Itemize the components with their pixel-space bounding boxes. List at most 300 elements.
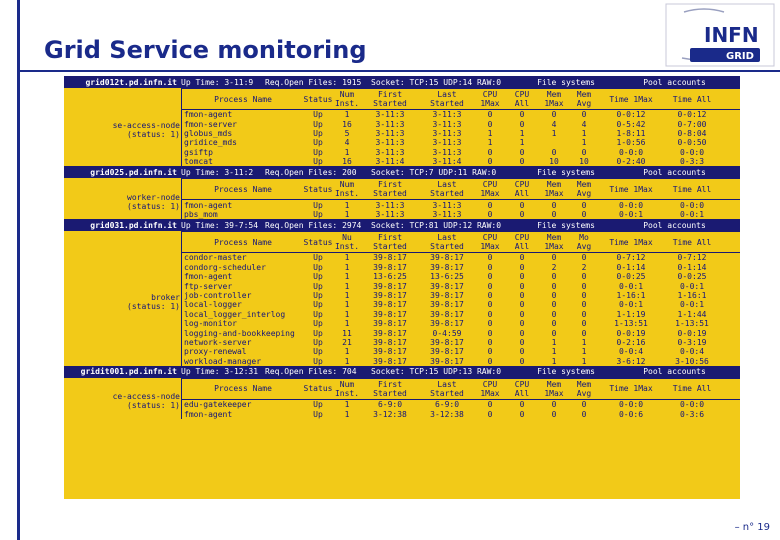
infn-grid-logo xyxy=(664,2,776,68)
table-cell: 3-11:3 xyxy=(375,138,405,148)
table-cell: 5 xyxy=(344,128,350,138)
table-cell: 0 xyxy=(487,356,493,366)
table-cell: 3-6:12 xyxy=(616,356,646,366)
table-header xyxy=(182,178,740,200)
host-stat: Socket: TCP:15 UDP:14 RAW:0 xyxy=(371,77,502,87)
host-link[interactable]: File systems xyxy=(537,77,595,87)
table-cell: 6-9:0 xyxy=(377,400,403,410)
table-cell: 39-8:17 xyxy=(373,347,407,357)
table-cell: 39-8:17 xyxy=(430,300,464,310)
table-row xyxy=(182,253,740,262)
host-link[interactable]: File systems xyxy=(537,220,595,230)
table-cell: 0 xyxy=(519,157,525,167)
title-underline xyxy=(17,70,780,72)
column-header[interactable]: First Started xyxy=(373,233,407,252)
table-cell: 13-6:25 xyxy=(373,272,407,282)
table-cell: Up xyxy=(313,290,323,300)
table-cell: 1-8:11 xyxy=(616,128,646,138)
svg-text:GRID: GRID xyxy=(726,51,754,62)
column-header[interactable]: First Started xyxy=(373,379,407,398)
process-name[interactable]: proxy-renewal xyxy=(184,347,247,357)
column-header[interactable]: Last Started xyxy=(430,90,464,108)
table-cell: 0-0:12 xyxy=(677,110,707,120)
table-cell: 1 xyxy=(344,110,350,120)
table-row xyxy=(182,347,740,356)
table-cell: 0 xyxy=(487,200,493,210)
table-cell: Up xyxy=(313,262,323,272)
table-cell: 0 xyxy=(551,319,557,329)
table-cell: 0 xyxy=(551,328,557,338)
table-cell: 0 xyxy=(487,300,493,310)
table-cell: 1 xyxy=(344,209,350,219)
column-header[interactable]: CPU 1Max xyxy=(480,90,500,108)
process-name[interactable]: edu-gatekeeper xyxy=(184,400,252,410)
table-cell: 0 xyxy=(487,400,493,410)
table-cell: 39-8:17 xyxy=(373,319,407,329)
process-name[interactable]: ftp-server xyxy=(184,281,233,291)
table-cell: 0-0:50 xyxy=(677,138,707,148)
table-cell: 0-0:12 xyxy=(616,110,646,120)
table-cell: 0 xyxy=(551,281,557,291)
table-cell: Up xyxy=(313,409,323,419)
svg-text:INFN: INFN xyxy=(704,23,759,47)
table-cell: 3-11:3 xyxy=(432,200,462,210)
table-cell: 0 xyxy=(551,253,557,263)
table-cell: 1 xyxy=(344,147,350,157)
table-cell: 3-11:4 xyxy=(432,157,462,167)
node-type-label xyxy=(64,88,181,166)
column-header[interactable]: First Started xyxy=(373,90,407,108)
process-name[interactable]: gsiftp xyxy=(184,147,213,157)
table-cell: 39-8:17 xyxy=(373,356,407,366)
table-cell: 0 xyxy=(551,300,557,310)
process-name[interactable]: fmon-agent xyxy=(184,110,233,120)
table-cell: 0 xyxy=(519,209,525,219)
table-cell: 0 xyxy=(487,262,493,272)
column-header[interactable]: Num Inst. xyxy=(334,90,360,108)
table-row xyxy=(182,138,740,147)
host-stat: Req.Open Files: 200 xyxy=(265,167,357,177)
process-name[interactable]: condor-master xyxy=(184,253,247,263)
table-cell: Up xyxy=(313,200,323,210)
table-row xyxy=(182,110,740,119)
table-cell: 1-0:56 xyxy=(616,138,646,148)
column-header[interactable]: Time All xyxy=(672,184,712,194)
column-header[interactable]: Last Started xyxy=(430,379,464,398)
table-cell: Up xyxy=(313,319,323,329)
host-name: gridit001.pd.infn.it xyxy=(80,367,177,377)
column-header[interactable]: Status xyxy=(303,184,333,194)
table-cell: 0 xyxy=(487,157,493,167)
table-cell: 0 xyxy=(519,300,525,310)
host-stat: Up Time: 3-11:9 xyxy=(181,77,254,87)
table-cell: 0 xyxy=(519,253,525,263)
process-name[interactable]: fmon-agent xyxy=(184,200,233,210)
table-cell: 16 xyxy=(342,157,352,167)
table-cell: 0-0:19 xyxy=(616,328,646,338)
table-cell: 39-8:17 xyxy=(373,337,407,347)
table-cell: 39-8:17 xyxy=(373,328,407,338)
process-name[interactable]: fmon-server xyxy=(184,119,237,129)
table-header xyxy=(182,231,740,253)
table-cell: 0 xyxy=(487,347,493,357)
table-cell: 0 xyxy=(519,309,525,319)
table-cell: 1-1:44 xyxy=(677,309,707,319)
table-row xyxy=(182,157,740,166)
table-cell: 1 xyxy=(581,138,587,148)
process-name[interactable]: condorg-scheduler xyxy=(184,262,266,272)
table-cell: 1 xyxy=(581,128,587,138)
table-cell: 0 xyxy=(519,147,525,157)
table-cell: Up xyxy=(313,300,323,310)
column-header[interactable]: CPU All xyxy=(514,379,530,398)
table-cell: Up xyxy=(313,400,323,410)
table-cell: 0 xyxy=(551,409,557,419)
table-cell: 0 xyxy=(487,209,493,219)
host-stat: Socket: TCP:81 UDP:12 RAW:0 xyxy=(371,220,502,230)
table-cell: 3-10:56 xyxy=(675,356,709,366)
table-cell: 0 xyxy=(551,309,557,319)
column-header[interactable]: CPU 1Max xyxy=(480,233,500,252)
table-cell: 3-12:38 xyxy=(430,409,464,419)
table-row xyxy=(182,409,740,418)
table-cell: 39-8:17 xyxy=(373,281,407,291)
column-header[interactable]: Mem 1Max xyxy=(544,180,564,199)
table-row xyxy=(182,291,740,300)
table-cell: 0 xyxy=(519,400,525,410)
table-cell: 1 xyxy=(344,253,350,263)
table-cell: 0-8:04 xyxy=(677,128,707,138)
table-row xyxy=(182,119,740,128)
table-cell: 1 xyxy=(344,290,350,300)
table-cell: Up xyxy=(313,119,323,129)
table-row xyxy=(182,356,740,365)
table-cell: 0-0:0 xyxy=(618,200,644,210)
column-header[interactable]: Process Name xyxy=(214,237,272,247)
table-cell: 0-1:14 xyxy=(616,262,646,272)
table-row xyxy=(182,210,740,219)
table-cell: Up xyxy=(313,147,323,157)
table-cell: 1 xyxy=(581,356,587,366)
table-row xyxy=(182,129,740,138)
table-cell: 0-2:16 xyxy=(616,337,646,347)
column-header[interactable]: Time All xyxy=(672,94,712,104)
column-header[interactable]: Mem 1Max xyxy=(544,90,564,108)
table-cell: 2 xyxy=(551,262,557,272)
table-cell: 0 xyxy=(581,409,587,419)
column-header[interactable]: Last Started xyxy=(430,233,464,252)
table-cell: 0 xyxy=(581,319,587,329)
table-cell: 1 xyxy=(487,128,493,138)
process-name[interactable]: fmon-agent xyxy=(184,272,233,282)
table-cell: 10 xyxy=(549,157,559,167)
host-header xyxy=(64,76,740,88)
table-cell: 4 xyxy=(344,138,350,148)
table-row xyxy=(182,328,740,337)
node-type-label xyxy=(64,231,181,366)
column-header[interactable]: First Started xyxy=(373,180,407,199)
table-cell: 10 xyxy=(579,157,589,167)
table-cell: Up xyxy=(313,281,323,291)
process-name[interactable]: fmon-agent xyxy=(184,409,233,419)
table-cell: 1 xyxy=(344,262,350,272)
process-name[interactable]: job-controller xyxy=(184,290,252,300)
table-cell: 1 xyxy=(551,356,557,366)
table-cell: 39-8:17 xyxy=(430,253,464,263)
table-cell: 0 xyxy=(581,300,587,310)
table-row xyxy=(182,263,740,272)
table-cell: 0 xyxy=(519,409,525,419)
host-stat: Up Time: 3-11:2 xyxy=(181,167,254,177)
table-cell: 0-3:3 xyxy=(679,157,705,167)
column-header[interactable]: Status xyxy=(303,94,333,104)
table-cell: 1 xyxy=(344,309,350,319)
column-header[interactable]: Mem Avg xyxy=(576,90,592,108)
table-cell: 0-0:19 xyxy=(677,328,707,338)
host-link[interactable]: Pool accounts xyxy=(643,167,706,177)
column-header[interactable]: Mem Avg xyxy=(576,180,592,199)
table-cell: 0 xyxy=(487,337,493,347)
table-cell: 0 xyxy=(519,347,525,357)
table-cell: 1-1:19 xyxy=(616,309,646,319)
table-cell: Up xyxy=(313,347,323,357)
table-cell: 0-1:14 xyxy=(677,262,707,272)
table-cell: Up xyxy=(313,356,323,366)
host-block xyxy=(64,88,740,166)
host-link[interactable]: File systems xyxy=(537,367,595,377)
table-row xyxy=(182,200,740,209)
table-cell: 0 xyxy=(487,409,493,419)
table-cell: 1-16:1 xyxy=(616,290,646,300)
table-cell: 0 xyxy=(519,272,525,282)
node-type-label xyxy=(64,178,181,219)
table-cell: 1 xyxy=(344,347,350,357)
table-cell: Up xyxy=(313,157,323,167)
table-cell: 39-8:17 xyxy=(373,309,407,319)
host-stat: Socket: TCP:15 UDP:13 RAW:0 xyxy=(371,367,502,377)
table-cell: 13-6:25 xyxy=(430,272,464,282)
table-cell: 3-12:38 xyxy=(373,409,407,419)
table-cell: 0-0:0 xyxy=(679,147,705,157)
host-name: grid025.pd.infn.it xyxy=(90,167,177,177)
table-cell: 3-11:3 xyxy=(375,110,405,120)
node-type-text: worker-node (status: 1) xyxy=(127,192,180,211)
process-name[interactable]: pbs_mom xyxy=(184,209,218,219)
host-stat: Req.Open Files: 2974 xyxy=(265,220,362,230)
table-cell: 0 xyxy=(487,147,493,157)
table-header xyxy=(182,88,740,110)
column-header[interactable]: Time 1Max xyxy=(609,384,653,394)
host-stat: Up Time: 3-12:31 xyxy=(181,367,259,377)
table-cell: Up xyxy=(313,253,323,263)
host-link[interactable]: Pool accounts xyxy=(643,367,706,377)
table-cell: 0 xyxy=(551,200,557,210)
table-cell: 3-11:4 xyxy=(375,157,405,167)
table-cell: 3-11:3 xyxy=(432,110,462,120)
host-link[interactable]: Pool accounts xyxy=(643,77,706,87)
table-cell: 39-8:17 xyxy=(430,290,464,300)
table-cell: 1 xyxy=(344,272,350,282)
table-cell: 4 xyxy=(551,119,557,129)
table-cell: 1 xyxy=(344,300,350,310)
left-accent-line xyxy=(17,0,20,540)
table-cell: 3-11:3 xyxy=(432,147,462,157)
table-cell: 0 xyxy=(551,290,557,300)
column-header[interactable]: Time 1Max xyxy=(609,237,653,247)
table-cell: Up xyxy=(313,138,323,148)
process-name[interactable]: local-logger xyxy=(184,300,242,310)
column-header[interactable]: Mo Avg xyxy=(576,233,592,252)
column-header[interactable]: CPU All xyxy=(514,90,530,108)
host-header xyxy=(64,366,740,378)
table-cell: 1 xyxy=(344,200,350,210)
table-cell: 0-0:1 xyxy=(679,281,705,291)
table-cell: 3-11:3 xyxy=(432,209,462,219)
table-cell: 1 xyxy=(551,337,557,347)
table-cell: 0 xyxy=(519,319,525,329)
table-cell: 3-11:3 xyxy=(432,119,462,129)
table-row xyxy=(182,148,740,157)
table-cell: 0-0:1 xyxy=(679,300,705,310)
table-cell: 1-13:51 xyxy=(614,319,648,329)
host-block xyxy=(64,231,740,366)
column-header[interactable]: Time All xyxy=(672,384,712,394)
table-cell: 1-13:51 xyxy=(675,319,709,329)
process-name[interactable]: gridice_mds xyxy=(184,138,237,148)
host-header xyxy=(64,219,740,231)
column-header[interactable]: CPU All xyxy=(514,233,530,252)
table-cell: 0-0:0 xyxy=(679,400,705,410)
table-cell: 3-11:3 xyxy=(375,128,405,138)
table-cell: 1 xyxy=(581,337,587,347)
table-cell: 0-0:1 xyxy=(618,300,644,310)
node-type-text: se-access-node (status: 1) xyxy=(112,121,180,140)
table-cell: 3-11:3 xyxy=(375,119,405,129)
column-header[interactable]: Time 1Max xyxy=(609,184,653,194)
table-cell: 0 xyxy=(581,328,587,338)
table-cell: 21 xyxy=(342,337,352,347)
host-link[interactable]: File systems xyxy=(537,167,595,177)
host-header xyxy=(64,166,740,178)
table-cell: 0-7:12 xyxy=(677,253,707,263)
table-cell: 39-8:17 xyxy=(373,290,407,300)
table-cell: 0 xyxy=(581,209,587,219)
column-header[interactable]: CPU 1Max xyxy=(480,379,500,398)
table-cell: 0-3:19 xyxy=(677,337,707,347)
table-cell: 1 xyxy=(487,138,493,148)
table-cell: 39-8:17 xyxy=(430,309,464,319)
table-cell: 0 xyxy=(519,328,525,338)
column-header[interactable]: CPU All xyxy=(514,180,530,199)
table-cell: 1 xyxy=(551,128,557,138)
process-name[interactable]: network-server xyxy=(184,337,252,347)
table-cell: 0 xyxy=(581,147,587,157)
table-cell: 0 xyxy=(581,110,587,120)
table-cell: 16 xyxy=(342,119,352,129)
process-name[interactable]: local_logger_interlog xyxy=(184,309,286,319)
table-cell: 0 xyxy=(487,328,493,338)
node-type-text: broker (status: 1) xyxy=(127,292,180,311)
column-header[interactable]: Time 1Max xyxy=(609,94,653,104)
column-header[interactable]: Status xyxy=(303,237,333,247)
column-header[interactable]: Num Inst. xyxy=(334,180,360,199)
table-cell: 39-8:17 xyxy=(430,262,464,272)
column-header[interactable]: CPU 1Max xyxy=(480,180,500,199)
table-cell: 0 xyxy=(519,337,525,347)
process-name[interactable]: globus_mds xyxy=(184,128,233,138)
table-row xyxy=(182,400,740,409)
host-block xyxy=(64,178,740,219)
column-header[interactable]: Mem 1Max xyxy=(544,379,564,398)
host-stat: Req.Open Files: 704 xyxy=(265,367,357,377)
table-row xyxy=(182,272,740,281)
table-cell: 0 xyxy=(581,400,587,410)
table-cell: 0-0:25 xyxy=(677,272,707,282)
host-name: grid012t.pd.infn.it xyxy=(85,77,177,87)
slide-number: – n° 19 xyxy=(734,522,770,533)
table-cell: 0 xyxy=(519,262,525,272)
table-cell: 11 xyxy=(342,328,352,338)
table-cell: 0 xyxy=(487,119,493,129)
table-cell: 0 xyxy=(551,110,557,120)
table-cell: Up xyxy=(313,272,323,282)
column-header[interactable]: Mem Avg xyxy=(576,379,592,398)
table-cell: 39-8:17 xyxy=(373,262,407,272)
process-name[interactable]: log-monitor xyxy=(184,319,237,329)
column-header[interactable]: Time All xyxy=(672,237,712,247)
table-cell: 1 xyxy=(519,128,525,138)
table-cell: 0 xyxy=(551,272,557,282)
table-cell: 0 xyxy=(519,119,525,129)
table-cell: 1 xyxy=(344,409,350,419)
table-cell: 0-0:6 xyxy=(618,409,644,419)
table-cell: 2 xyxy=(581,262,587,272)
host-stat: Socket: TCP:7 UDP:11 RAW:0 xyxy=(371,167,497,177)
table-cell: 39-8:17 xyxy=(373,300,407,310)
column-header[interactable]: Process Name xyxy=(214,384,272,394)
table-header xyxy=(182,378,740,400)
column-header[interactable]: Nu Inst. xyxy=(334,233,360,252)
table-cell: 0 xyxy=(519,281,525,291)
table-cell: Up xyxy=(313,128,323,138)
table-cell: 0 xyxy=(581,290,587,300)
table-cell: 3-11:3 xyxy=(432,128,462,138)
table-cell: 0 xyxy=(581,200,587,210)
column-header[interactable]: Last Started xyxy=(430,180,464,199)
column-header[interactable]: Process Name xyxy=(214,184,272,194)
table-cell: 0-0:1 xyxy=(618,281,644,291)
table-cell: 0 xyxy=(551,209,557,219)
column-header[interactable]: Num Inst. xyxy=(334,379,360,398)
table-cell: 0 xyxy=(551,400,557,410)
table-cell: 0-0:0 xyxy=(618,400,644,410)
table-cell: 0-2:40 xyxy=(616,157,646,167)
table-cell: 1 xyxy=(344,400,350,410)
table-cell: 0-0:1 xyxy=(618,209,644,219)
process-name[interactable]: workload-manager xyxy=(184,356,262,366)
column-header[interactable]: Process Name xyxy=(214,94,272,104)
table-cell: 0 xyxy=(581,272,587,282)
table-cell: 0 xyxy=(487,272,493,282)
column-header[interactable]: Mem 1Max xyxy=(544,233,564,252)
table-cell: Up xyxy=(313,337,323,347)
process-name[interactable]: logging-and-bookkeeping xyxy=(184,328,295,338)
process-table xyxy=(181,88,740,166)
host-link[interactable]: Pool accounts xyxy=(643,220,706,230)
node-type-label xyxy=(64,378,181,419)
process-name[interactable]: tomcat xyxy=(184,157,213,167)
column-header[interactable]: Status xyxy=(303,384,333,394)
